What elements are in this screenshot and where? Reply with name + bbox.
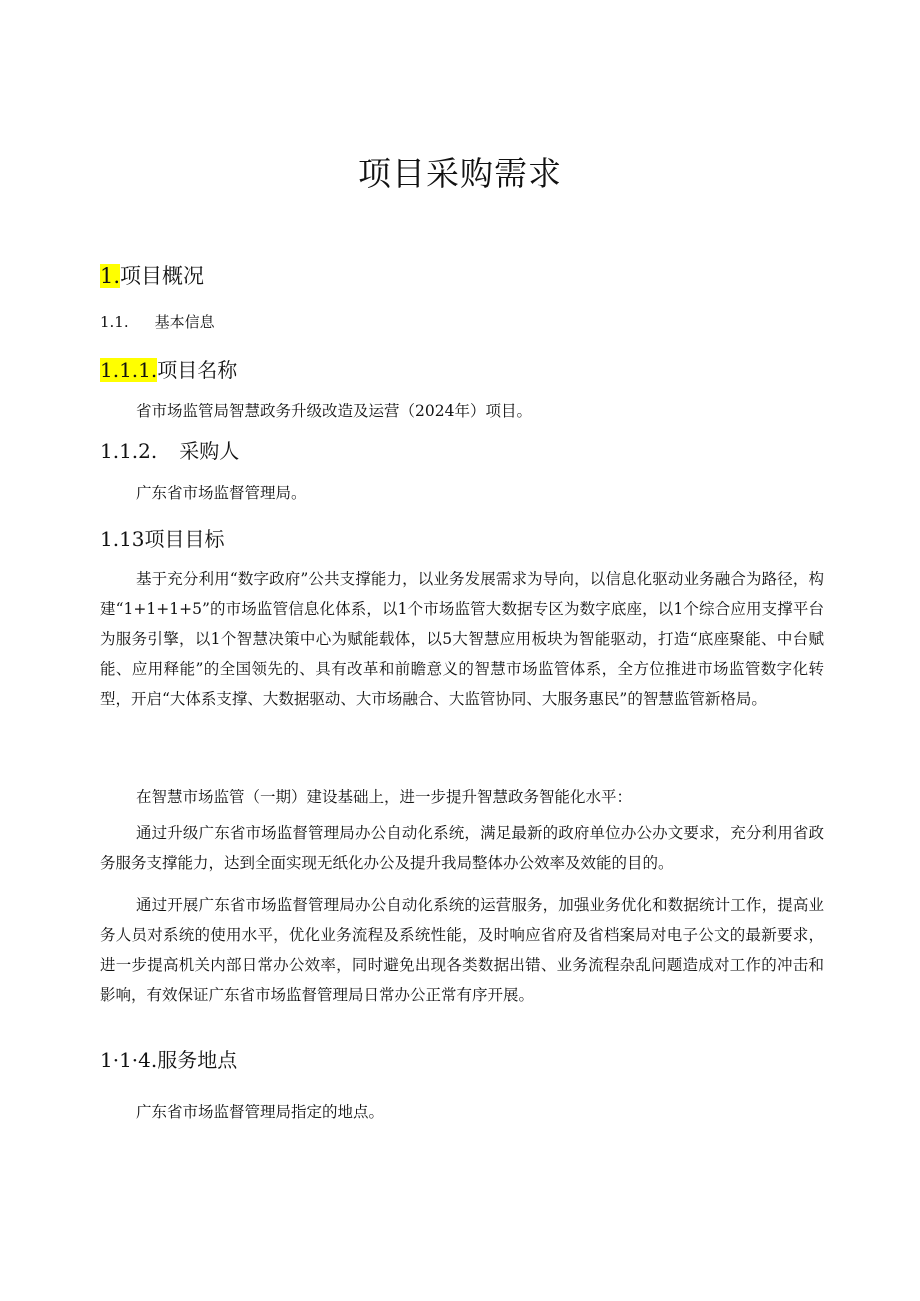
section-heading-1-1-2	[100, 437, 239, 465]
section-title-1-1-2: 采购人	[179, 439, 240, 463]
section-number-1-1: 1.1.	[100, 313, 129, 331]
goal-paragraph-1: 基于充分利用“数字政府”公共支撑能力，以业务发展需求为导向，以信息化驱动业务融合为路径，构建“1+1+1+5”的市场监管信息化体系，以1个市场监管大数据专区为数字底座，以1个综合应用支撑平台为服务引擎，以1个智慧决策中心为赋能载体，以5大智慧应用板块为智能驱动，打造“底座聚能、中台赋能、应用释能”的全国领先的、具有改革和前瞻意义的智慧市场监管体系，全方位推进市场监管数字化转型，开启“大体系支撑、大数据驱动、大市场融合、大监管协同、大服务惠民”的智慧监管新格局。	[100, 570, 824, 708]
service-location-text: 广东省市场监督管理局指定的地点。	[136, 1103, 385, 1121]
section-heading-1-1-3	[100, 525, 225, 553]
section-title-1-1-1: 项目名称	[157, 358, 238, 382]
section-number-1-1-2: 1.1.2.	[100, 439, 158, 463]
section-heading-1	[100, 262, 204, 290]
document-title: 项目采购需求	[358, 154, 562, 193]
section-number-1-1-1: 1.1.1.	[100, 358, 158, 382]
section-title-1: 项目概况	[120, 264, 205, 288]
section-heading-1-1-4	[100, 1046, 237, 1074]
section-heading-1-1	[100, 311, 215, 333]
section-number-1: 1.	[100, 264, 121, 288]
section-title-1-1-3: 项目目标	[144, 527, 225, 551]
goal-paragraph-2: 在智慧市场监管（一期）建设基础上，进一步提升智慧政务智能化水平：	[136, 788, 633, 806]
section-title-1-1-4: 服务地点	[157, 1048, 238, 1072]
section-heading-1-1-1	[100, 356, 237, 384]
goal-paragraph-3: 通过升级广东省市场监督管理局办公自动化系统，满足最新的政府单位办公办文要求，充分利用省政务服务支撑能力，达到全面实现无纸化办公及提升我局整体办公效率及效能的目的。	[100, 824, 824, 872]
section-title-1-1: 基本信息	[154, 313, 215, 331]
purchaser-text: 广东省市场监督管理局。	[136, 484, 307, 502]
goal-paragraph-4: 通过开展广东省市场监督管理局办公自动化系统的运营服务，加强业务优化和数据统计工作，提高业务人员对系统的使用水平，优化业务流程及系统性能，及时响应省府及省档案局对电子公文的最新要求，进一步提高机关内部日常办公效率，同时避免出现各类数据出错、业务流程杂乱问题造成对工作的冲击和影响，有效保证广东省市场监督管理局日常办公正常有序开展。	[100, 896, 824, 1004]
section-number-1-1-3: 1.13	[100, 527, 145, 551]
project-name-text: 省市场监管局智慧政务升级改造及运营（2024年）项目。	[136, 402, 532, 420]
section-number-1-1-4: 1·1·4.	[100, 1048, 158, 1072]
